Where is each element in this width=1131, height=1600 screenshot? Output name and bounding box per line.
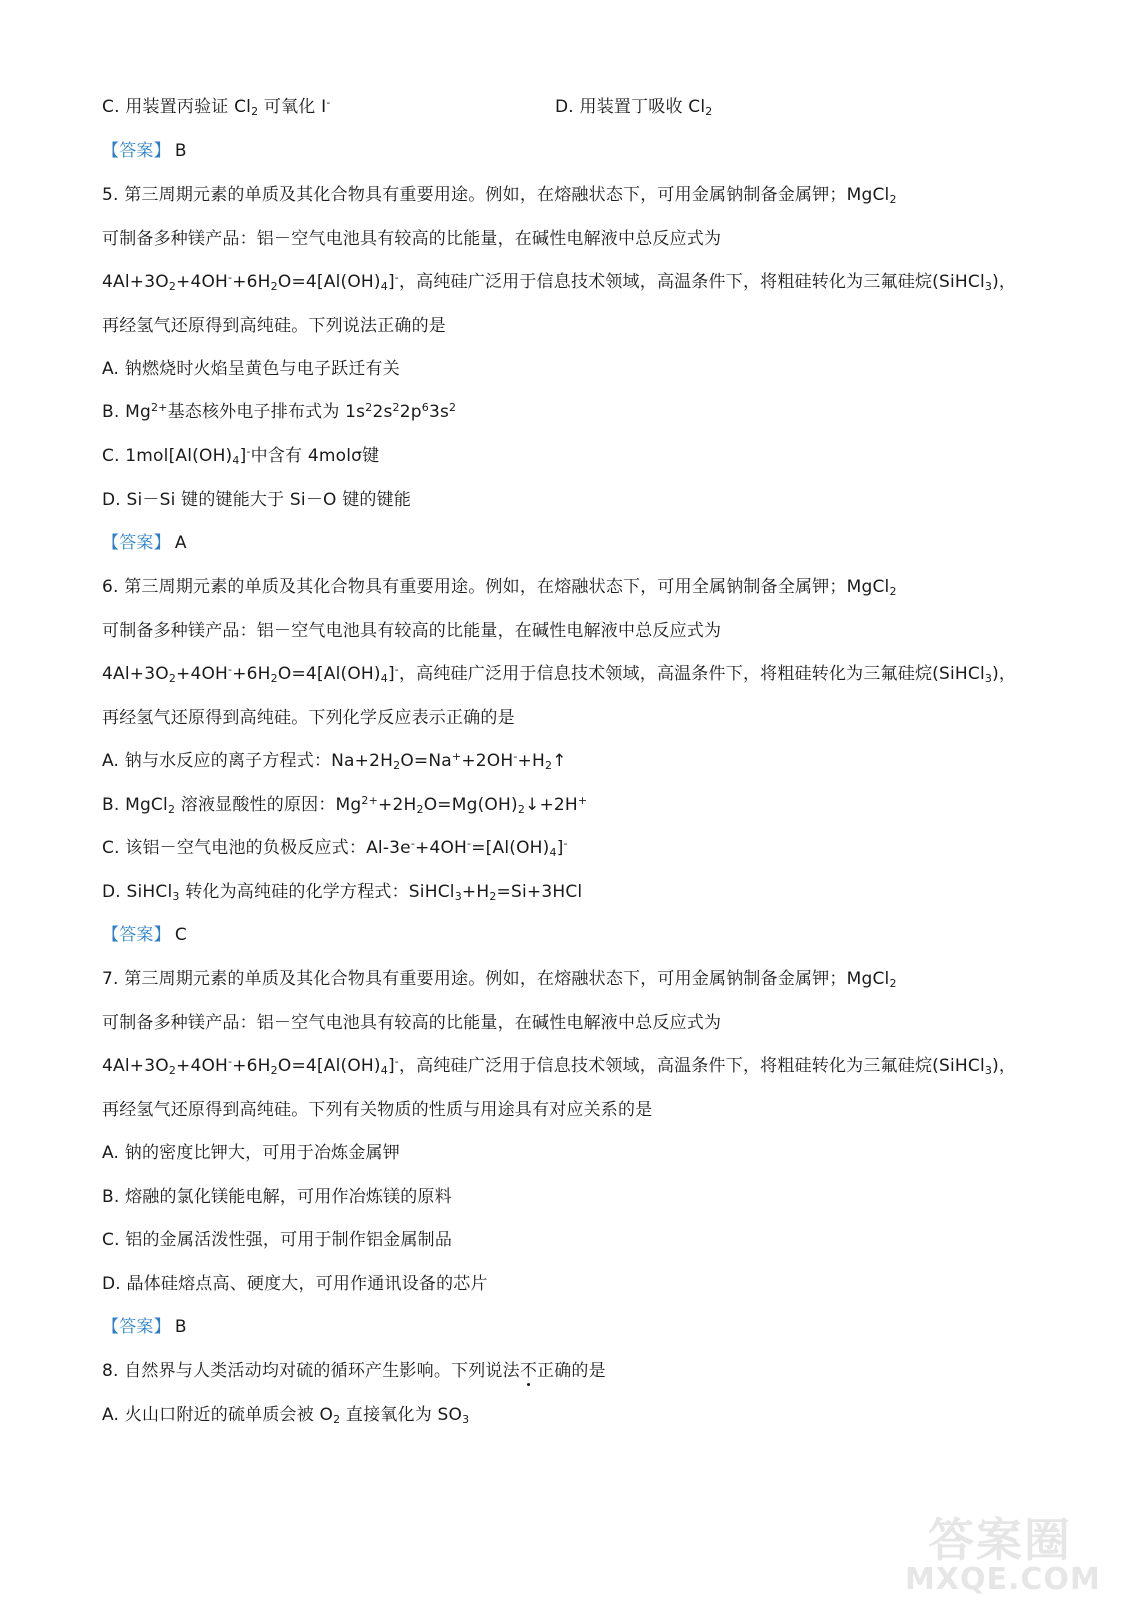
q5-stem-line2: 可制备多种镁产品：铝－空气电池具有较高的比能量，在碱性电解液中总反应式为 [102, 229, 722, 249]
q6-stem-line2: 可制备多种镁产品：铝－空气电池具有较高的比能量，在碱性电解液中总反应式为 [102, 621, 722, 641]
q5-option-b: B. $Mg^{2+}$基态核外电子排布式为 $1s^22s^22p^63s^2$ [102, 401, 457, 422]
q6-option-d: D. SiHCl$_3$ 转化为高纯硅的化学方程式：$SiHCl_3+H_2=Si+3HCl$ [102, 882, 583, 903]
q6-option-b: B. MgCl$_2$ 溶液显酸性的原因：$Mg^{2+}+2H_2O=Mg(OH)_2↓+2H^+$ [102, 794, 588, 816]
answer-q5: 【答案】 A [102, 533, 187, 553]
q5-stem-line4: 再经氢气还原得到高纯硅。下列说法正确的是 [102, 316, 446, 336]
q7-stem-equation: $4Al+3O_2+4OH^-+6H_2O=4[Al(OH)_4]^-$，高纯硅广泛用于信息技术领域，高温条件下，将粗硅转化为三氟硅烷(SiHCl$_3$)， [102, 1055, 1017, 1077]
q8-option-a: A. 火山口附近的硫单质会被 $O_2$ 直接氧化为 $SO_3$ [102, 1405, 470, 1426]
q6-stem-line4: 再经氢气还原得到高纯硅。下列化学反应表示正确的是 [102, 708, 515, 728]
answer-q6: 【答案】 C [102, 925, 187, 945]
q8-stem: 8. 自然界与人类活动均对硫的循环产生影响。下列说法不正确的是 [102, 1361, 606, 1381]
q6-stem-equation: $4Al+3O_2+4OH^-+6H_2O=4[Al(OH)_4]^-$，高纯硅广泛用于信息技术领域，高温条件下，将粗硅转化为三氟硅烷(SiHCl$_3$)， [102, 663, 1017, 685]
q5-stem-equation: $4Al+3O_2+4OH^-+6H_2O=4[Al(OH)_4]^-$，高纯硅广泛用于信息技术领域，高温条件下，将粗硅转化为三氟硅烷(SiHCl$_3$)， [102, 271, 1017, 293]
q6-stem-line1: 6. 第三周期元素的单质及其化合物具有重要用途。例如，在熔融状态下，可用全属钠制备全属钾；MgCl$_2$ [102, 577, 897, 598]
q7-stem-line1: 7. 第三周期元素的单质及其化合物具有重要用途。例如，在熔融状态下，可用金属钠制备金属钾；MgCl$_2$ [102, 969, 897, 990]
q6-option-a: A. 钠与水反应的离子方程式：$Na+2H_2O=Na^++2OH^-+H_2↑$ [102, 750, 567, 772]
answer-q7: 【答案】 B [102, 1317, 187, 1337]
q7-option-c: C. 铝的金属活泼性强，可用于制作铝金属制品 [102, 1230, 453, 1250]
q7-option-b: B. 熔融的氯化镁能电解，可用作冶炼镁的原料 [102, 1187, 452, 1207]
q7-stem-line2: 可制备多种镁产品：铝－空气电池具有较高的比能量，在碱性电解液中总反应式为 [102, 1013, 722, 1033]
answer-q4: 【答案】 B [102, 141, 187, 161]
q7-option-d: D. 晶体硅熔点高、硬度大，可用作通讯设备的芯片 [102, 1274, 488, 1294]
q4-option-d: D. 用装置丁吸收 $Cl_2$ [555, 97, 713, 118]
q5-option-d: D. Si－Si 键的键能大于 Si－O 键的键能 [102, 490, 412, 510]
q5-option-a: A. 钠燃烧时火焰呈黄色与电子跃迁有关 [102, 359, 400, 379]
q7-stem-line4: 再经氢气还原得到高纯硅。下列有关物质的性质与用途具有对应关系的是 [102, 1100, 653, 1120]
q5-option-c: C. $1mol[Al(OH)_4]^-$中含有 4molσ键 [102, 445, 380, 467]
watermark-url: MXQE.COM [905, 1562, 1101, 1597]
watermark-logo: 答案圈 [928, 1513, 1072, 1567]
q5-stem-line1: 5. 第三周期元素的单质及其化合物具有重要用途。例如，在熔融状态下，可用金属钠制备金属钾；MgCl$_2$ [102, 185, 897, 206]
site-watermark [905, 1504, 1101, 1597]
q7-option-a: A. 钠的密度比钾大，可用于冶炼金属钾 [102, 1143, 400, 1163]
q4-option-c: C. 用装置丙验证 $Cl_2$ 可氧化 I- [102, 96, 331, 118]
q6-option-c: C. 该铝－空气电池的负极反应式：$Al-3e^-+4OH^-=[Al(OH)_4]^-$ [102, 837, 568, 859]
emphasis-dot: 不 [519, 1361, 538, 1381]
